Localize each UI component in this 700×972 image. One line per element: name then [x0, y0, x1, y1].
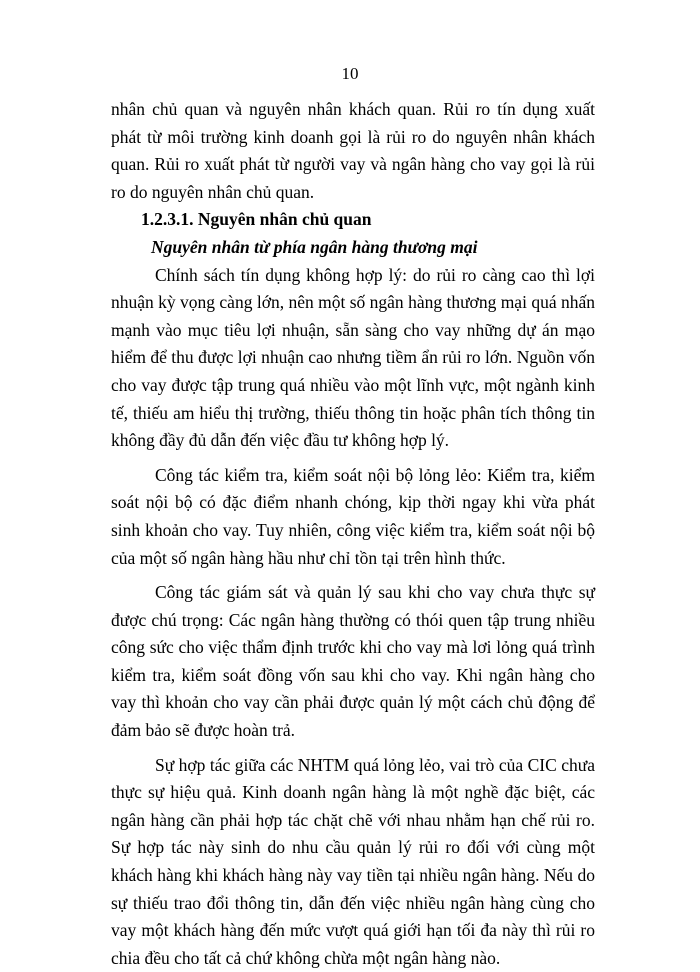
intro-paragraph: nhân chủ quan và nguyên nhân khách quan. Rủi ro tín dụng xuất phát từ môi trường kinh doanh gọi là rủi ro do nguyên nhân khách quan. Rủi ro xuất phát từ người vay và ngân hàng cho vay gọi là rủi ro do nguyên nhân chủ quan. — [111, 99, 595, 202]
paragraph-bank-cooperation: Sự hợp tác giữa các NHTM quá lỏng lẻo, vai trò của CIC chưa thực sự hiệu quả. Kinh doanh ngân hàng là một nghề đặc biệt, các ngân hàng cần phải hợp tác chặt chẽ với nhau nhằm hạn chế rủi ro. Sự hợp tác này sinh do nhu cầu quản lý rủi ro đối với cùng một khách hàng khi khách hàng này vay tiền tại nhiều ngân hàng. Nếu do sự thiếu trao đổi thông tin, dẫn đến việc nhiều ngân hàng cùng cho vay một khách hàng đến mức vượt quá giới hạn tối đa này thì rủi ro chia đều cho tất cả chứ không chừa một ngân hàng nào. — [111, 754, 595, 968]
paragraph-post-loan-supervision: Công tác giám sát và quản lý sau khi cho vay chưa thực sự được chú trọng: Các ngân hàng thường có thói quen tập trung nhiều công sức cho việc thẩm định trước khi cho vay mà lơi lỏng quá trình kiểm tra, kiểm soát đồng vốn sau khi cho vay. Khi ngân hàng cho vay thì khoản cho vay cần phải được quản lý một cách chủ động để đảm bảo sẽ được hoàn trả. — [111, 582, 595, 741]
paragraph-internal-control: Công tác kiểm tra, kiểm soát nội bộ lỏng lẻo: Kiểm tra, kiểm soát nội bộ có đặc điểm nhanh chóng, kịp thời ngay khi vừa phát sinh khoản cho vay. Tuy nhiên, công việc kiểm tra, kiểm soát nội bộ của một số ngân hàng hầu như chỉ tồn tại trên hình thức. — [111, 464, 595, 568]
page-number: 10 — [341, 64, 359, 83]
section-subheading: Nguyên nhân từ phía ngân hàng thương mại — [151, 236, 478, 257]
paragraph-credit-policy: Chính sách tín dụng không hợp lý: do rủi ro càng cao thì lợi nhuận kỳ vọng càng lớn, nên một số ngân hàng thương mại quá nhấn mạnh vào mục tiêu lợi nhuận, sẵn sàng cho vay những dự án mạo hiểm để thu được lợi nhuận cao nhưng tiềm ẩn rủi ro lớn. Nguồn vốn cho vay được tập trung quá nhiều vào một lĩnh vực, một ngành kinh tế, thiếu am hiểu thị trường, thiếu thông tin hoặc phân tích thông tin không đầy đủ dẫn đến việc đầu tư không hợp lý. — [111, 264, 595, 451]
section-heading: 1.2.3.1. Nguyên nhân chủ quan — [141, 209, 372, 230]
page-body — [111, 96, 595, 972]
